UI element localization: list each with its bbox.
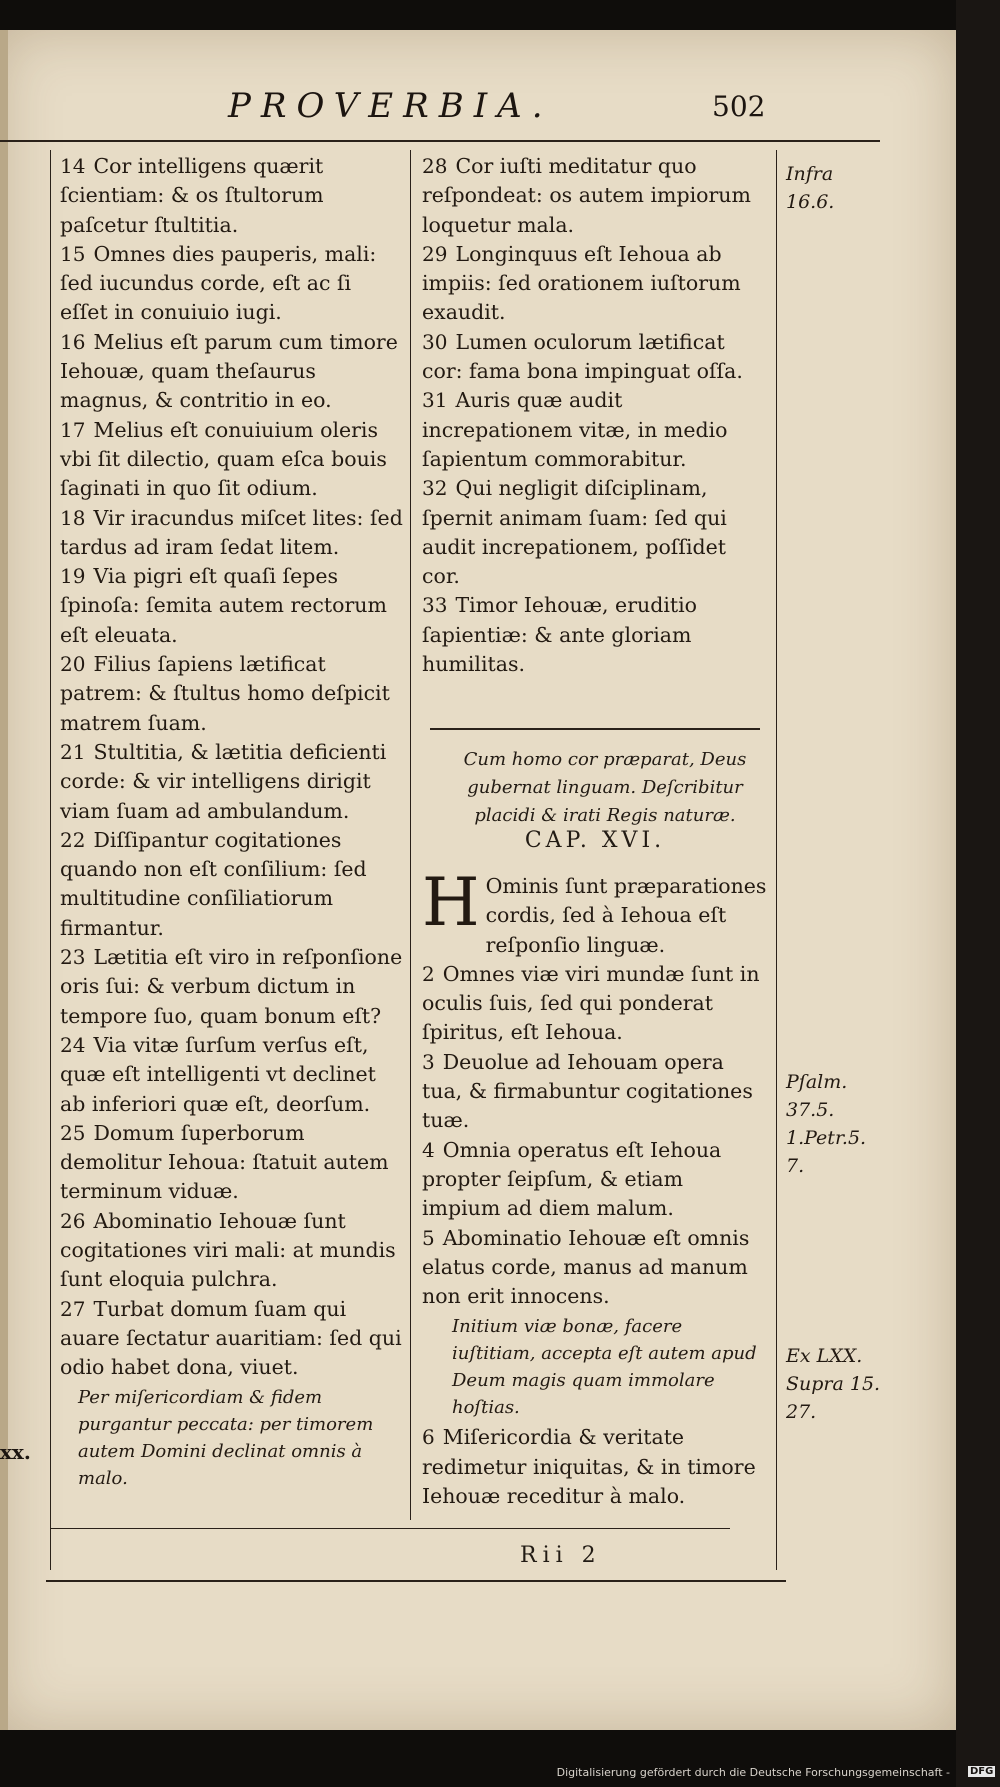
verse-number: 15 xyxy=(60,241,86,266)
verse-number: 33 xyxy=(422,593,448,618)
summary-rule xyxy=(430,728,760,730)
left-column xyxy=(60,152,405,1492)
verse xyxy=(60,943,405,1031)
verse xyxy=(422,328,767,387)
verse-number: 21 xyxy=(60,739,86,764)
verse xyxy=(60,240,405,328)
verse-number: 26 xyxy=(60,1208,86,1233)
verse-number: 23 xyxy=(60,945,86,970)
verse xyxy=(422,386,767,474)
verse-number: 22 xyxy=(60,827,86,852)
verse-text: Omnes dies pauperis, mali: ſed iucundus corde, eſt ac ſi eſſet in conuiuio iugi. xyxy=(60,241,377,325)
right-column xyxy=(422,152,767,679)
verse xyxy=(60,1031,405,1119)
verse xyxy=(422,1048,767,1136)
margin-divider-right xyxy=(776,150,777,1570)
verse-text: Qui negligit diſciplinam, ſpernit animam ſuam: ſed qui audit increpationem, poſſidet cor. xyxy=(422,476,727,589)
verse-text: Melius eſt parum cum timore Iehouæ, quam theſaurus magnus, & contritio in eo. xyxy=(60,329,398,413)
verse-text: Via pigri eſt quaſi ſepes ſpinoſa: ſemita autem rectorum eſt eleuata. xyxy=(60,564,387,647)
verse-text: Abominatio Iehouæ ſunt cogitationes viri mali: at mundis ſunt eloquia pulchra. xyxy=(60,1208,396,1292)
verse xyxy=(60,1119,405,1207)
verse-text: Longinquus eſt Iehoua ab impiis: ſed orationem iuſtorum exaudit. xyxy=(422,241,741,325)
dfg-logo: DFG xyxy=(970,1766,994,1777)
drop-cap: H xyxy=(422,864,480,941)
scan-background xyxy=(956,0,1000,1787)
verse xyxy=(60,504,405,563)
verse xyxy=(422,474,767,591)
verse-number: 2 xyxy=(422,961,435,986)
running-head xyxy=(0,86,956,146)
verse-6 xyxy=(422,1423,767,1511)
verse xyxy=(422,591,767,679)
verse xyxy=(60,1207,405,1295)
chapter-verse-1 xyxy=(422,864,767,960)
verse-text: Turbat domum ſuam qui auare ſectatur auaritiam: ſed qui odio habet dona, viuet. xyxy=(60,1296,402,1380)
verse-number: 31 xyxy=(422,388,448,413)
verse xyxy=(60,152,405,240)
verse-text: Miſericordia & veritate redimetur iniquitas, & in timore Iehouæ receditur à malo. xyxy=(422,1425,756,1509)
verse-number: 25 xyxy=(60,1120,86,1145)
verse xyxy=(422,240,767,328)
verse xyxy=(422,1224,767,1312)
verse-text: Domum ſuperborum demolitur Iehoua: ſtatuit autem terminum viduæ. xyxy=(60,1120,389,1204)
verse-text: Melius eſt conuiuium oleris vbi ſit dilectio, quam eſca bouis ſaginati in quo ſit odium. xyxy=(60,417,387,501)
verse-number: 20 xyxy=(60,652,86,677)
verse-text: Deuolue ad Iehouam opera tua, & firmabuntur cogitationes tuæ. xyxy=(422,1049,753,1133)
verse xyxy=(60,826,405,943)
verse-number: 29 xyxy=(422,241,448,266)
verse-number: 30 xyxy=(422,329,448,354)
verse xyxy=(60,650,405,738)
verse xyxy=(60,328,405,416)
verse xyxy=(422,152,767,240)
verse-number: 4 xyxy=(422,1137,435,1162)
verse-text: Lumen oculorum lætificat cor: fama bona impinguat oſſa. xyxy=(422,329,743,384)
foot-rule xyxy=(46,1580,786,1582)
verse-text: Omnes viæ viri mundæ ſunt in oculis ſuis, ſed qui ponderat ſpiritus, eſt Iehoua. xyxy=(422,961,760,1045)
bottom-rule xyxy=(50,1528,730,1529)
verse-number: 6 xyxy=(422,1425,435,1450)
verse-number: 27 xyxy=(60,1296,86,1321)
margin-note-infra: Infra 16.6. xyxy=(786,163,835,213)
page-number: 502 xyxy=(712,90,766,123)
digitization-credit: Digitalisierung gefördert durch die Deutsche Forschungsgemeinschaft - xyxy=(556,1766,950,1779)
verse xyxy=(422,1136,767,1224)
column-divider xyxy=(410,150,411,1520)
right-verse-list xyxy=(422,152,767,679)
chapter-verse-1-text: Ominis ſunt præparationes cordis, ſed à Iehoua eſt reſponſio linguæ. xyxy=(485,874,767,957)
verse-number: 24 xyxy=(60,1032,86,1057)
running-head-title: PROVERBIA. xyxy=(228,86,553,126)
verse-number: 16 xyxy=(60,329,86,354)
verse-number: 19 xyxy=(60,564,86,589)
verse-number: 28 xyxy=(422,154,448,178)
verse xyxy=(60,416,405,504)
left-note: Per miſericordiam & fidem purgantur peccata: per timorem autem Domini declinat omnis à malo. xyxy=(78,1387,374,1490)
margin-divider-left xyxy=(50,150,51,1570)
verse-number: 18 xyxy=(60,505,86,530)
margin-note-psalm: Pſalm. 37.5. 1.Petr.5. 7. xyxy=(786,1071,867,1177)
verse-text: Via vitæ ſurſum verſus eſt, quæ eſt intelligenti vt declinet ab inferiori quæ eſt, deorſum. xyxy=(60,1032,376,1116)
verse-number: 3 xyxy=(422,1049,435,1074)
verse xyxy=(60,1295,405,1383)
head-rule xyxy=(0,140,880,142)
verse-text: Filius ſapiens lætificat patrem: & ſtultus homo deſpicit matrem ſuam. xyxy=(60,652,390,735)
verse-text: Vir iracundus miſcet lites: ſed tardus ad iram ſedat litem. xyxy=(60,505,403,559)
chapter-summary: Cum homo cor præparat, Deus gubernat linguam. Deſcribitur placidi & irati Regis naturæ. xyxy=(463,749,747,826)
verse xyxy=(422,960,767,1048)
verse-text: Omnia operatus eſt Iehoua propter ſeipſum, & etiam impium ad diem malum. xyxy=(422,1137,722,1221)
margin-note-exlxx: Ex LXX. Supra 15. 27. xyxy=(786,1345,881,1423)
verse-text: Stultitia, & lætitia deficienti corde: & vir intelligens dirigit viam ſuam ad ambulandum. xyxy=(60,739,387,823)
verse-text: Auris quæ audit increpationem vitæ, in medio ſapientum commorabitur. xyxy=(422,388,728,471)
left-verse-list xyxy=(60,152,405,1382)
page-edge xyxy=(0,30,8,1730)
verse-number: 5 xyxy=(422,1225,435,1250)
verse-number: 32 xyxy=(422,476,448,501)
chapter-verse-list xyxy=(422,960,767,1312)
margin-fragment: xx. xyxy=(0,1440,31,1464)
verse-text: Diſſipantur cogitationes quando non eſt conſilium: ſed multitudine conſiliatiorum firmantur. xyxy=(60,827,367,940)
verse-text: Timor Iehouæ, eruditio ſapientiæ: & ante gloriam humilitas. xyxy=(422,593,698,677)
chapter-body xyxy=(422,864,767,1511)
verse xyxy=(60,562,405,650)
verse-text: Cor intelligens quærit ſcientiam: & os ſtultorum paſcetur ſtultitia. xyxy=(60,154,324,237)
signature-mark: Rii 2 xyxy=(520,1543,602,1568)
verse-number: 14 xyxy=(60,154,86,178)
verse xyxy=(60,738,405,826)
verse-text: Lætitia eſt viro in reſponſione oris ſui: & verbum dictum in tempore ſuo, quam bonum eſt? xyxy=(60,945,403,1028)
verse-text: Cor iuſti meditatur quo reſpondeat: os autem impiorum loquetur mala. xyxy=(422,154,751,237)
chapter-heading: CAP. XVI. xyxy=(524,828,666,853)
verse-number: 17 xyxy=(60,417,86,442)
right-note: Initium viæ bonæ, facere iuſtitiam, accepta eſt autem apud Deum magis quam immolare hoſtias. xyxy=(452,1316,757,1419)
verse-text: Abominatio Iehouæ eſt omnis elatus corde, manus ad manum non erit innocens. xyxy=(422,1225,750,1309)
